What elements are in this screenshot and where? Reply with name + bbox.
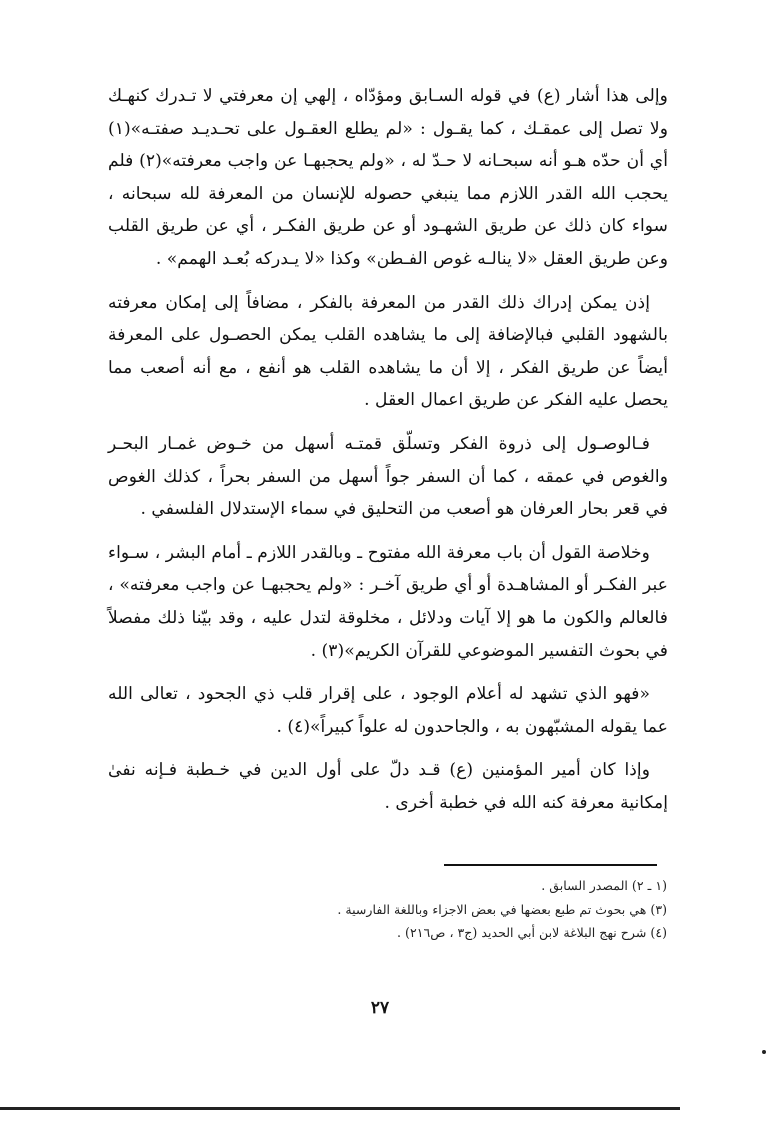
main-text: [108, 80, 668, 830]
footnote-3: (٣) هي بحوث تم طبع بعضها في بعض الاجزاء وباللغة الفارسية .: [337, 901, 667, 917]
paragraph: إذن يمكن إدراك ذلك القدر من المعرفة بالفكر ، مضافاً إلى إمكان معرفته بالشهود القلبي فبالإضافة إلى ما يشاهده القلب يمكن الحصـول على المعرفة أيضاً عن طريق الفكر ، إلا أن ما يشاهده القلب هو أنفع ، مع أنه أصعب مما يحصل عليه الفكر عن طريق اعمال العقل .: [108, 292, 668, 411]
paragraph: وإلى هذا أشار (ع) في قوله السـابق ومؤدّاه ، إلهي إن معرفتي لا تـدرك كنهـك ولا تصل إلى عمقـك ، كما يقـول : «لم يطلع العقـول على تحـديـد صفتـه»(١) أي أن حدّه هـو أنه سبحـانه لا حـدّ له ، «ولم يحجبهـا عن واجب معرفته»(٢) فلم يحجب الله القدر اللازم مما ينبغي حصوله للإنسان من المعرفة لله سبحانه ، سواء كان ذلك عن طريق الشهـود أو عن طريق الفكـر ، أي عن طريق القلب وعن طريق العقل «لا ينالـه غوص الفـطن» وكذا «لا يـدركه بُعـد الهمم» .: [108, 86, 668, 269]
paragraph: وإذا كان أمير المؤمنين (ع) قـد دلّ على أول الدين في خـطبة فـإنه نفىٰ إمكانية معرفة كنه الله في خطبة أخرى .: [108, 760, 668, 813]
footnotes: [160, 874, 667, 945]
page-number: ٢٧: [370, 998, 390, 1018]
paragraph: وخلاصة القول أن باب معرفة الله مفتوح ـ وبالقدر اللازم ـ أمام البشر ، سـواء عبر الفكـر أو المشاهـدة أو أي طريق آخـر : «ولم يحجبهـا عن واجب معرفته» ، فالعالم والكون ما هو إلا آيات ودلائل ، مخلوقة لتدل عليه ، وقد بيّنا ذلك مفصلاً في بحوث التفسير الموضوعي للقرآن الكريم»(٣) .: [108, 542, 668, 661]
footnote-4: (٤) شرح نهج البلاغة لابن أبي الحديد (ج٣ ، ص٢١٦) .: [397, 925, 667, 940]
scan-speck: [762, 1050, 766, 1054]
footnote-separator: [444, 864, 657, 866]
footnote-1-2: (١ ـ ٢) المصدر السابق .: [541, 878, 667, 893]
page-edge-line: [0, 1107, 680, 1110]
paragraph: فـالوصـول إلى ذروة الفكر وتسلّق قمتـه أسهل من خـوض غمـار البحـر والغوص في عمقه ، كما أن السفر جواً أسهل من السفر بحراً ، كذلك الغوص في قعر بحار العرفان هو أصعب من التحليق في سماء الإستدلال الفلسفي .: [108, 433, 668, 520]
paragraph: «فهو الذي تشهد له أعلام الوجود ، على إقرار قلب ذي الجحود ، تعالى الله عما يقوله المشبّهون به ، والجاحدون له علواً كبيراً»(٤) .: [108, 684, 668, 737]
